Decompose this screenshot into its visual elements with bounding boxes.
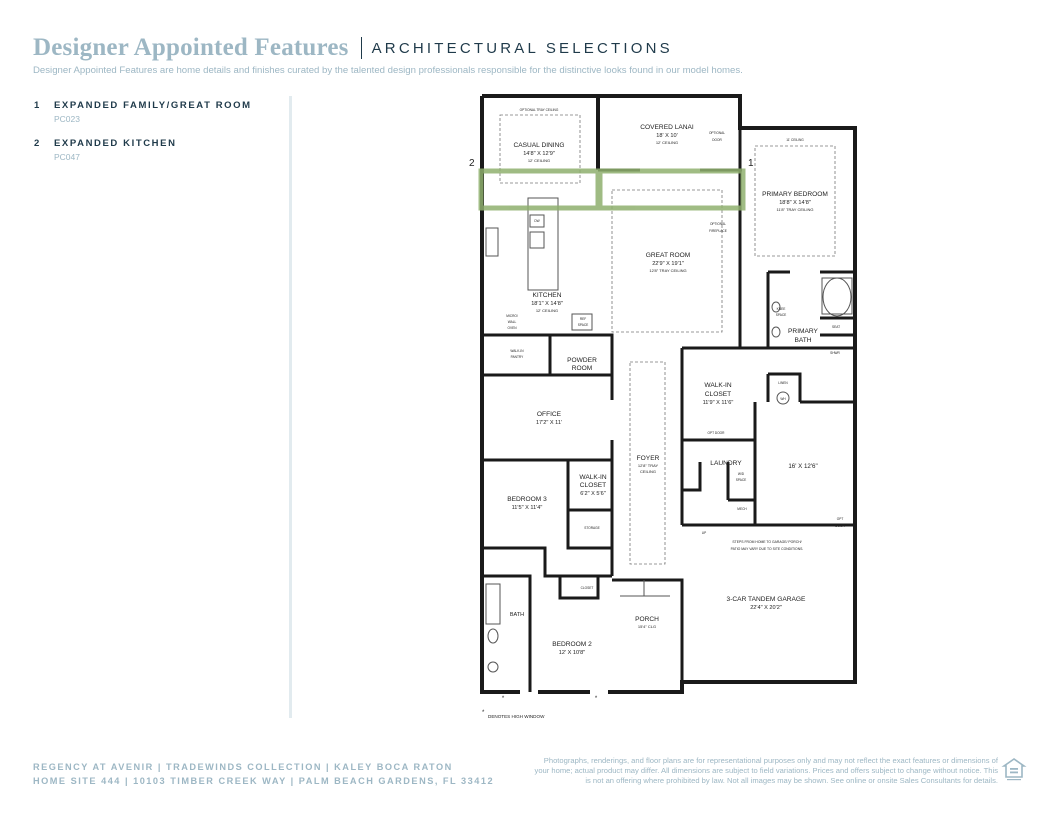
room-dims: 11'9" X 11'6" bbox=[702, 400, 734, 406]
dishwasher-label: DW bbox=[534, 219, 540, 223]
floor-plan bbox=[470, 90, 870, 730]
micro-oven-label: MICRO/ bbox=[506, 314, 518, 318]
title-separator bbox=[361, 37, 362, 59]
pantry-label: WALK-IN bbox=[510, 349, 524, 353]
feature-number: 1 bbox=[34, 100, 41, 111]
room-dims: 17'2" X 11' bbox=[535, 420, 563, 426]
room-name: CLOSET bbox=[704, 391, 732, 398]
optional-tray-ceiling-label: OPTIONAL TRAY CEILING bbox=[519, 108, 559, 112]
feature-code: PC047 bbox=[54, 152, 80, 162]
room-name: BEDROOM 3 bbox=[507, 496, 547, 503]
mech-label: MECH bbox=[737, 507, 747, 511]
room-ceiling: 11'8" TRAY CEILING bbox=[776, 207, 814, 212]
room-ceiling: 12'8" TRAY bbox=[637, 463, 659, 468]
room-name: ROOM bbox=[571, 365, 593, 372]
water-heater-label: WH bbox=[780, 397, 786, 401]
optional-fireplace-label: FIREPLACE bbox=[709, 229, 727, 233]
feature-name: EXPANDED KITCHEN bbox=[54, 138, 177, 149]
room-dims: 22'9" X 19'1" bbox=[652, 261, 684, 267]
ref-space-label: REF bbox=[579, 317, 587, 321]
feature-title bbox=[34, 100, 274, 111]
floor-plan-drawing bbox=[470, 90, 870, 730]
opt-door-garage-label: DOOR bbox=[835, 524, 845, 528]
up-label: UP bbox=[701, 531, 707, 535]
room-name: OFFICE bbox=[536, 411, 562, 418]
optional-door-label: OPTIONAL bbox=[708, 131, 726, 135]
page-title: Designer Appointed Features bbox=[33, 34, 349, 61]
micro-oven-label: OVEN bbox=[507, 326, 517, 330]
feature-list bbox=[34, 100, 274, 176]
room-ceiling: 15'4" CLG bbox=[637, 624, 657, 629]
opt-door-garage-label: OPT bbox=[836, 517, 844, 521]
optional-door-label: DOOR bbox=[712, 138, 722, 142]
footer-disclaimer: Photographs, renderings, and floor plans are for representational purposes only and may not reflect the exact features or dimensions of your home; actual product may differ. All dimensions are subject to field variations. Prices and offers subject to change without notice. This is not an offering where prohibited by law. Not all images may be shown. See online or onsite Sales Consultants for details. bbox=[534, 756, 998, 785]
room-name: PRIMARY bbox=[788, 328, 818, 335]
room-name: CLOSET bbox=[579, 482, 607, 489]
feature-item bbox=[34, 138, 274, 162]
feature-item bbox=[34, 100, 274, 124]
marker-1: 1 bbox=[748, 158, 754, 169]
marker-2: 2 bbox=[469, 158, 475, 169]
room-dims: 14'8" X 12'9" bbox=[523, 151, 555, 157]
room-ceiling: 12' CEILING bbox=[527, 158, 551, 163]
bath-label: BATH bbox=[509, 612, 525, 618]
steps-note: STEPS FROM HOME TO GARAGE/ PORCH/ bbox=[732, 540, 802, 544]
room-name: LAUNDRY bbox=[710, 460, 742, 467]
title-row bbox=[33, 34, 1033, 62]
wd-space-label: W/D bbox=[737, 472, 745, 476]
room-dims: 18' X 10' bbox=[656, 133, 678, 139]
room-name: POWDER bbox=[567, 357, 597, 364]
micro-oven-label: WALL bbox=[507, 320, 517, 324]
knee-space-label: SPACE bbox=[775, 313, 787, 317]
footer-line-1: REGENCY AT AVENIR | TRADEWINDS COLLECTION | KALEY BOCA RATON bbox=[33, 762, 453, 772]
steps-note: PATIO MAY VARY DUE TO SITE CONDITIONS. bbox=[730, 547, 804, 551]
room-name: FOYER bbox=[636, 455, 660, 462]
interior-walls bbox=[482, 128, 855, 692]
room-name: COVERED LANAI bbox=[640, 124, 694, 131]
seat-label: SEAT bbox=[831, 325, 841, 329]
linen-label: LINEN bbox=[778, 381, 788, 385]
room-ceiling: CEILING bbox=[639, 469, 657, 474]
equal-housing-icon bbox=[1003, 758, 1025, 782]
feature-title bbox=[34, 138, 274, 149]
eleven-ceiling-label: 11' CEILING bbox=[786, 138, 804, 142]
room-dims: 11'5" X 11'4" bbox=[511, 505, 543, 511]
high-window-marker: * bbox=[501, 696, 505, 702]
feature-number: 2 bbox=[34, 138, 41, 149]
room-dims: 18'1" X 14'8" bbox=[531, 301, 563, 307]
footer-community bbox=[33, 760, 494, 788]
shower-label: SHWR bbox=[830, 351, 840, 355]
room-dims: 18'8" X 14'8" bbox=[779, 200, 811, 206]
room-dims: 6'2" X 5'6" bbox=[580, 491, 606, 497]
storage-label: STORAGE bbox=[584, 526, 600, 530]
knee-space-label: KNEE bbox=[776, 307, 786, 311]
room-name: PORCH bbox=[635, 616, 659, 623]
room-ceiling: 12' CEILING bbox=[655, 140, 679, 145]
ref-space-label: SPACE bbox=[577, 323, 589, 327]
room-ceiling: 12'8" TRAY CEILING bbox=[649, 268, 687, 273]
room-name: GREAT ROOM bbox=[645, 252, 691, 259]
wd-space-label: SPACE bbox=[735, 478, 747, 482]
room-ceiling: 12' CEILING bbox=[535, 308, 559, 313]
room-name: PRIMARY BEDROOM bbox=[762, 191, 828, 198]
garage-extra-dims: 16' X 12'6" bbox=[788, 463, 818, 470]
optional-fireplace-label: OPTIONAL bbox=[709, 222, 727, 226]
high-window-marker: * bbox=[594, 696, 598, 702]
room-name: CASUAL DINING bbox=[513, 142, 565, 149]
page-description: Designer Appointed Features are home details and finishes curated by the talented design professionals responsible for the distinctive looks found in our model homes. bbox=[33, 65, 743, 76]
closet-label: CLOSET bbox=[580, 586, 594, 590]
room-name: WALK-IN bbox=[579, 474, 607, 481]
column-divider bbox=[289, 96, 292, 718]
room-dims: 12' X 10'8" bbox=[558, 650, 586, 656]
pantry-label: PANTRY bbox=[510, 355, 524, 359]
page-subtitle: ARCHITECTURAL SELECTIONS bbox=[371, 39, 673, 57]
high-window-note: DENOTES HIGH WINDOW bbox=[488, 714, 545, 719]
opt-door-label: OPT DOOR bbox=[707, 431, 725, 435]
feature-name: EXPANDED FAMILY/GREAT ROOM bbox=[54, 100, 252, 111]
room-dims: 22'4" X 20'2" bbox=[750, 605, 782, 611]
room-name: BEDROOM 2 bbox=[552, 641, 592, 648]
high-window-marker: * bbox=[482, 710, 485, 716]
footer-line-2: HOME SITE 444 | 10103 TIMBER CREEK WAY | PALM BEACH GARDENS, FL 33412 bbox=[33, 776, 495, 786]
room-name: 3-CAR TANDEM GARAGE bbox=[726, 596, 806, 603]
room-name: BATH bbox=[794, 337, 812, 344]
room-name: WALK-IN bbox=[704, 382, 732, 389]
feature-code: PC023 bbox=[54, 114, 80, 124]
header bbox=[33, 34, 1033, 76]
room-name: KITCHEN bbox=[532, 292, 562, 299]
